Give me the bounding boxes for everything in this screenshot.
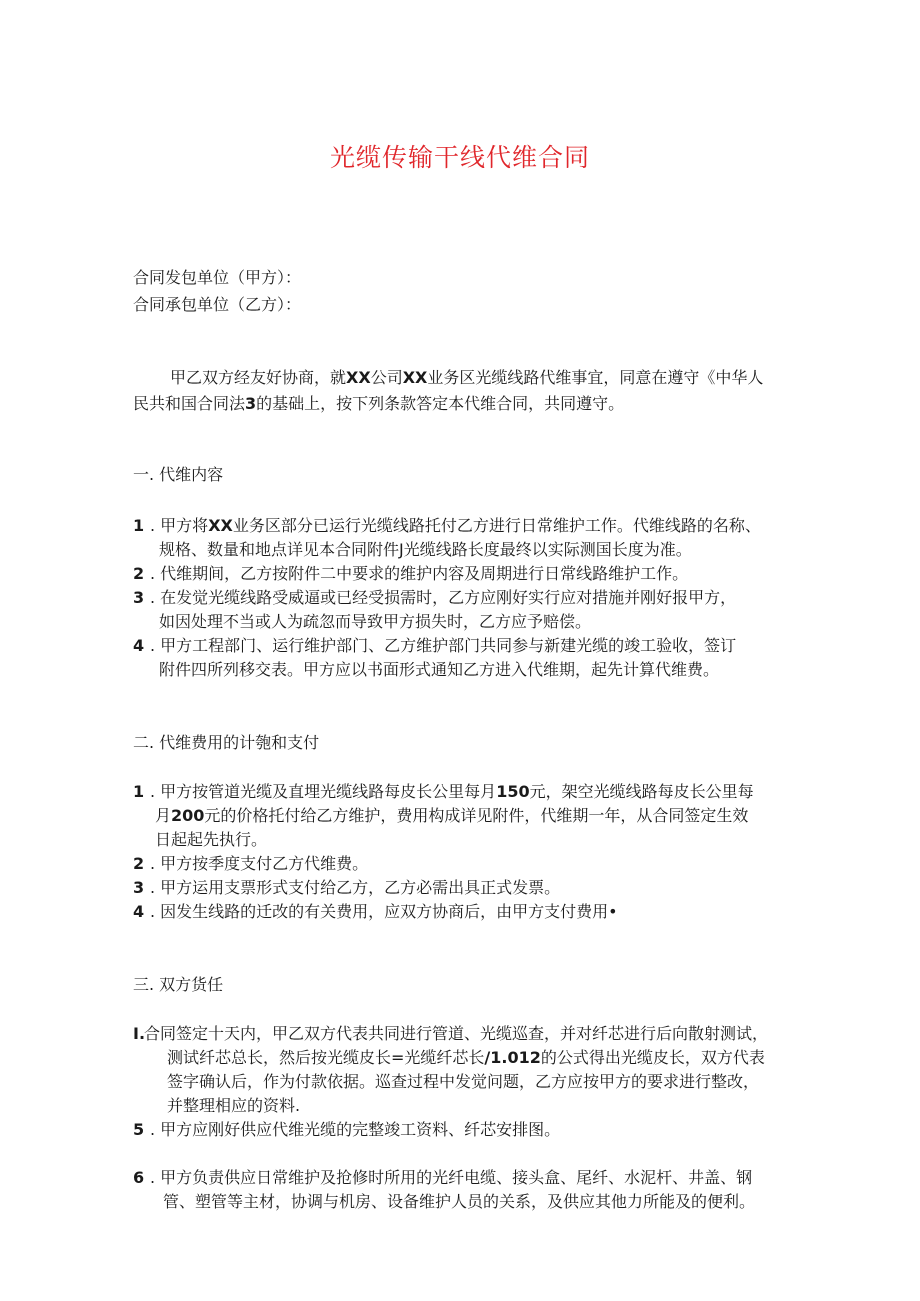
intro-company-placeholder: XX [346,368,371,387]
section-3-item-1-line-4: 并整理相应的资料. [167,1096,301,1115]
section-1-item-3-number: 3 [133,588,145,607]
document-title: 光缆传输干线代维合同 [329,143,590,172]
item-text: 测试纤芯总长，然后按光缆皮长=光缆纤芯长 [167,1048,485,1067]
section-2-item-4-number: 4 [133,902,145,921]
section-3-item-1-number: I. [133,1024,146,1043]
section-3-item-5-line-1: . 甲方应刚好供应代维光缆的完整竣工资料、纤芯安排图。 [150,1120,561,1139]
section-1-item-1-line-1 [150,514,761,538]
section-1-item-4-number: 4 [133,636,145,655]
item-text: 元，架空光缆线路每皮长公里每 [529,782,754,801]
intro-text: 公司 [370,368,403,387]
intro-text-bold: 3 [245,394,257,413]
section-1-item-1-line-2: 规格、数量和地点详见本合同附件J光缆线路长度最终以实际测国长度为准。 [159,540,692,559]
section-2-item-4-line-1: . 因发生线路的迁改的有关费用，应双方协商后，由甲方支付费用• [150,902,618,921]
section-3-item-1-line-2 [167,1046,765,1070]
section-3-item-1-line-1: 合同签定十天内，甲乙双方代表共同进行管道、光缆巡查，并对纤芯进行后向散射测试， [144,1024,769,1043]
section-1-item-3-line-1: . 在发觉光缆线路受威逼或已经受损需时，乙方应刚好实行应对措施并刚好报甲方， [150,588,737,607]
item-text: 业务区部分已运行光缆线路托付乙方进行日常维护工作。代维线路的名称、 [232,516,761,535]
item-text-bold: XX [208,516,233,535]
item-price-bold: 150 [496,782,530,801]
section-2-item-3-line-1: . 甲方运用支票形式支付给乙方，乙方必需出具正式发票。 [150,878,561,897]
section-1-item-3-line-2: 如因处理不当或人为疏忽而导致甲方损失时，乙方应予赔偿。 [159,612,592,631]
item-text: . 甲方将 [150,516,209,535]
party-a-label: 合同发包单位（甲方）： [133,268,302,287]
section-3-item-6-line-1: . 甲方负责供应日常维护及抢修时所用的光纤电缆、接头盒、尾纤、水泥杆、井盖、钢 [150,1168,753,1187]
section-2-item-3-number: 3 [133,878,145,897]
intro-text: 的基础上，按下列条款答定本代维合同，共同遵守。 [256,394,625,413]
intro-line-2 [133,392,624,416]
section-1-item-4-line-2: 附件四所列移交表。甲方应以书面形式通知乙方进入代维期，起先计算代维费。 [159,660,720,679]
section-1-item-4-line-1: . 甲方工程部门、运行维护部门、乙方维护部门共同参与新建光缆的竣工验收，签订 [150,636,737,655]
section-1-heading: 一. 代维内容 [133,465,224,484]
party-b-label: 合同承包单位（乙方）： [133,295,302,314]
intro-line-1 [170,366,763,390]
item-price-bold: 200 [171,806,205,825]
intro-region-placeholder: XX [402,368,428,387]
item-text: 元的价格托付给乙方维护，费用构成详见附件，代维期一年，从合同签定生效 [204,806,749,825]
section-1-item-2-number: 2 [133,564,145,583]
section-2-item-1-number: 1 [133,782,145,801]
section-2-item-2-number: 2 [133,854,145,873]
section-3-item-1-line-3: 签字确认后，作为付款依据。巡查过程中发觉问题，乙方应按甲方的要求进行整改， [167,1072,760,1091]
section-3-heading: 三. 双方货任 [133,975,224,994]
intro-text: 甲乙双方经友好协商，就 [170,368,347,387]
section-2-heading: 二. 代维费用的计匏和支付 [133,733,320,752]
item-formula-bold: /1.012 [484,1048,541,1067]
item-text: . 甲方按管道光缆及直埋光缆线路每皮长公里每月 [150,782,497,801]
item-text: 月 [155,806,172,825]
section-2-item-1-line-1 [150,780,754,804]
item-text: 的公式得出光缆皮长，双方代表 [540,1048,765,1067]
section-2-item-1-line-2 [155,804,748,828]
section-3-item-6-line-2: 管、塑管等主材，协调与机房、设备维护人员的关系，及供应其他力所能及的便利。 [163,1192,756,1211]
section-1-item-2-line-1: . 代维期间，乙方按附件二中要求的维护内容及周期进行日常线路维护工作。 [150,564,689,583]
section-2-item-2-line-1: . 甲方按季度支付乙方代维费。 [150,854,369,873]
section-3-item-5-number: 5 [133,1120,145,1139]
section-2-item-1-line-3: 日起起先执行。 [155,830,268,849]
intro-text: 民共和国合同法 [133,394,246,413]
section-1-item-1-number: 1 [133,516,145,535]
section-3-item-6-number: 6 [133,1168,145,1187]
intro-text: 业务区光缆线路代维事宜，同意在遵守《中华人 [427,368,764,387]
